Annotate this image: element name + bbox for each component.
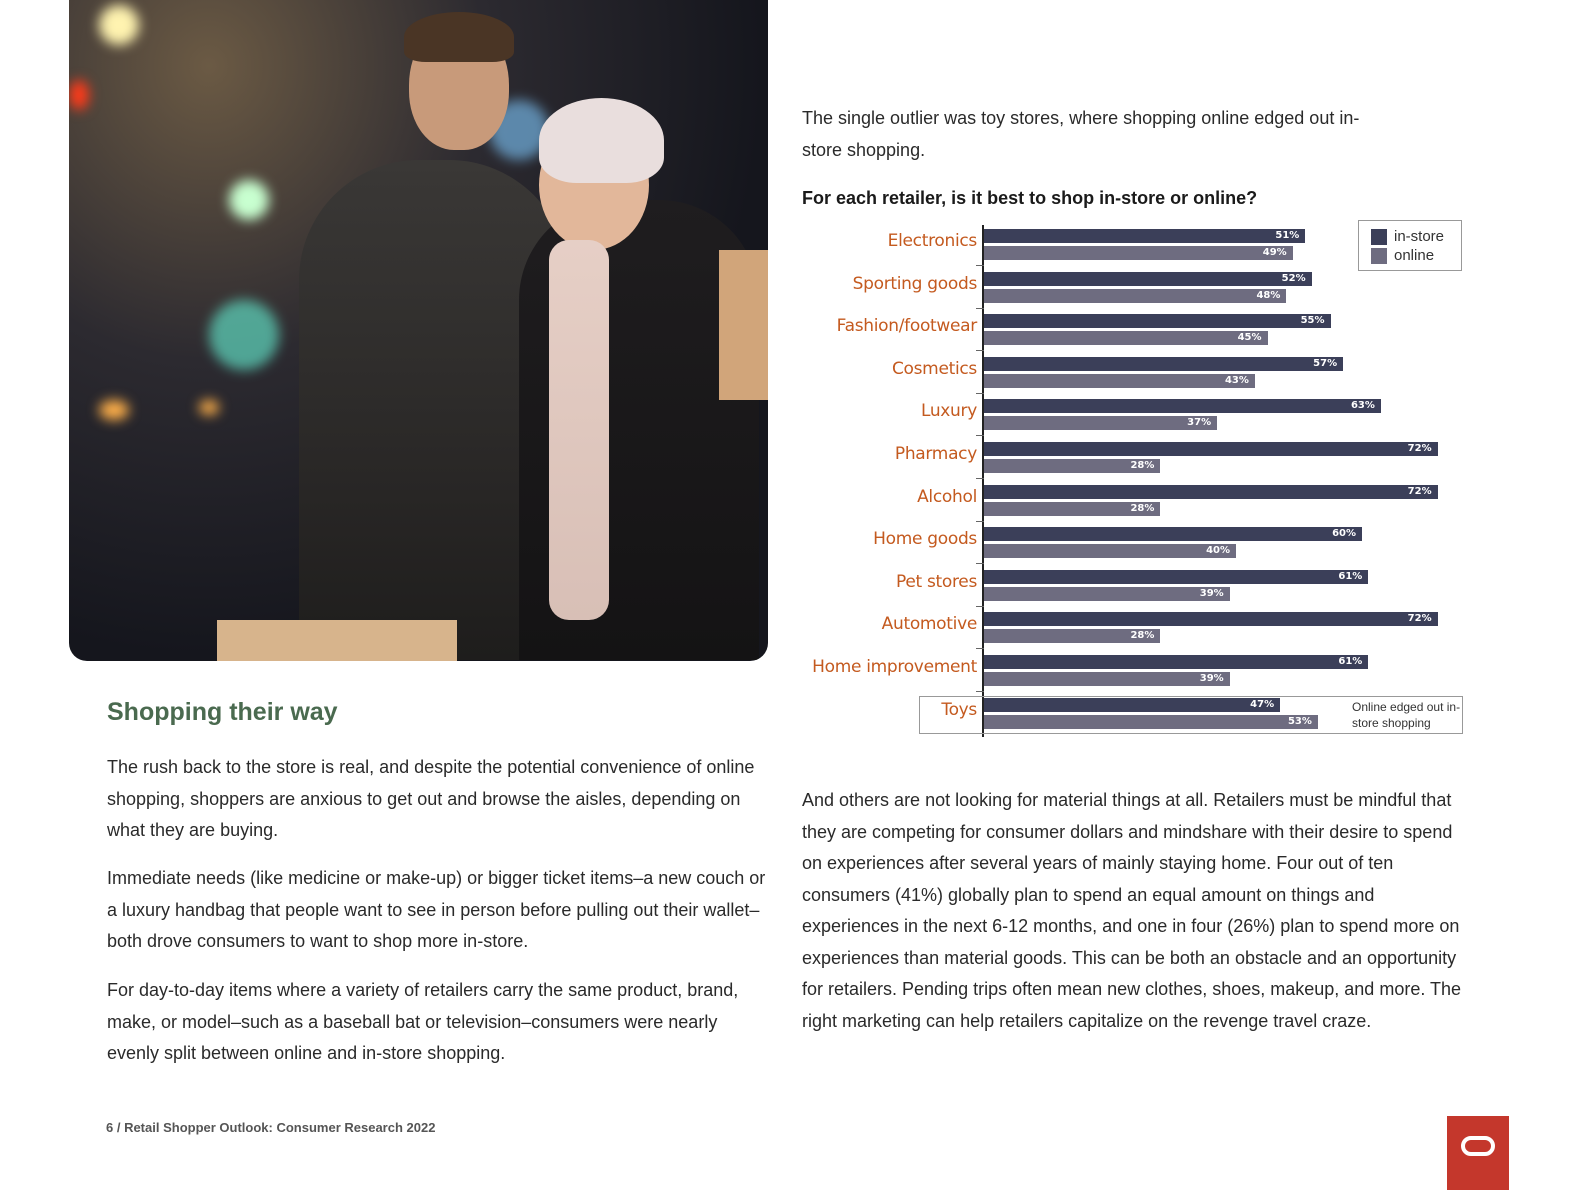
bar-value-label: 63%	[1350, 400, 1375, 412]
bar-value-label: 48%	[1256, 289, 1281, 301]
category-label: Pharmacy	[894, 444, 977, 464]
toys-annotation: Online edged out in-store shopping	[1352, 700, 1461, 730]
bar-instore	[984, 612, 1438, 626]
chart-title: For each retailer, is it best to shop in-store or online?	[802, 188, 1258, 208]
bar-value-label: 60%	[1332, 528, 1356, 540]
category-label: Home goods	[873, 529, 977, 550]
page-footer: 6 / Retail Shopper Outlook: Consumer Research 2022	[106, 1120, 436, 1135]
section-heading: Shopping their way	[107, 698, 338, 726]
bar-value-label: 57%	[1313, 357, 1338, 369]
category-label: Sporting goods	[852, 273, 977, 294]
bar-online	[984, 374, 1255, 388]
bar-value-label: 61%	[1338, 570, 1363, 582]
bar-value-label: 37%	[1187, 417, 1212, 429]
bar-online	[984, 459, 1160, 473]
bar-instore	[984, 698, 1280, 712]
category-label: Luxury	[920, 401, 977, 422]
bar-online	[984, 715, 1318, 729]
bar-instore	[984, 399, 1381, 413]
category-label: Toys	[941, 699, 977, 720]
bar-value-label: 39%	[1199, 587, 1224, 599]
bar-online	[984, 331, 1268, 345]
bar-instore	[984, 272, 1312, 286]
bar-value-label: 51%	[1275, 230, 1300, 241]
bar-online	[984, 416, 1217, 430]
bar-instore	[984, 442, 1438, 456]
bar-instore	[984, 485, 1438, 499]
bar-online	[984, 502, 1160, 516]
bar-value-label: 49%	[1262, 247, 1287, 258]
axis-tick	[976, 648, 984, 649]
bar-value-label: 43%	[1224, 374, 1249, 386]
bar-value-label: 72%	[1407, 443, 1432, 454]
outro-paragraph: And others are not looking for material things at all. Retailers must be mindful that they are competing for consumer dollars and mindshare with their desire to spend on experiences after several years of mainly staying home. Four out of ten consumers (41%) globally plan to spend an equal amount on things and experiences in the next 6-12 months, and one in four (26%) plan to spend more on experiences than material goods. This can be both an obstacle and an opportunity for retailers. Pending trips often mean new clothes, shoes, makeup, and more. The right marketing can help retailers capitalize on the revenge travel craze.	[802, 790, 1462, 1031]
bar-value-label: 61%	[1338, 656, 1363, 667]
axis-tick	[976, 265, 984, 266]
bar-value-label: 47%	[1250, 698, 1275, 710]
axis-tick	[976, 521, 984, 522]
paragraph-1: The rush back to the store is real, and despite the potential convenience of online shopping, shoppers are anxious to get out and browse the aisles, depending on what they are buying.	[107, 757, 755, 840]
axis-tick	[976, 691, 984, 692]
bar-value-label: 28%	[1130, 460, 1155, 471]
category-label: Automotive	[881, 614, 977, 635]
bar-instore	[984, 229, 1305, 243]
axis-tick	[976, 478, 984, 479]
bar-value-label: 40%	[1206, 545, 1230, 557]
legend-entry-instore	[1371, 228, 1444, 245]
bar-online	[984, 289, 1286, 303]
bar-value-label: 28%	[1130, 630, 1155, 642]
legend-label-instore: in-store	[1394, 228, 1445, 245]
bar-value-label: 72%	[1407, 613, 1432, 625]
bar-online	[984, 246, 1293, 260]
intro-paragraph: The single outlier was toy stores, where shopping online edged out in-store shopping.	[802, 108, 1360, 160]
paragraph-2: Immediate needs (like medicine or make-up) or bigger ticket items–a new couch or a luxury handbag that people want to see in person before pulling out their wallet–both drove consumers to want to shop more in-store.	[107, 868, 766, 951]
category-label: Fashion/footwear	[836, 316, 977, 337]
bar-value-label: 53%	[1287, 715, 1312, 727]
axis-tick	[976, 563, 984, 564]
bar-instore	[984, 655, 1368, 669]
category-label: Cosmetics	[891, 358, 977, 379]
bar-value-label: 39%	[1199, 673, 1224, 684]
bar-instore	[984, 527, 1362, 541]
chart-legend	[1358, 220, 1462, 271]
category-label: Alcohol	[917, 486, 977, 507]
axis-tick	[976, 350, 984, 351]
bar-value-label: 55%	[1300, 315, 1325, 327]
bar-online	[984, 544, 1236, 558]
bar-instore	[984, 314, 1331, 328]
bar-instore	[984, 357, 1343, 371]
bar-value-label: 52%	[1281, 272, 1306, 284]
axis-tick	[976, 606, 984, 607]
bar-online	[984, 672, 1230, 686]
axis-tick	[976, 308, 984, 309]
legend-label-online: online	[1394, 247, 1435, 264]
paragraph-3: For day-to-day items where a variety of retailers carry the same product, brand, make, or model–such as a baseball bat or television–consumers were nearly evenly split between online and in-store shopping.	[107, 980, 739, 1063]
axis-tick	[976, 393, 984, 394]
couple-shopping-photo	[69, 0, 768, 661]
bar-value-label: 45%	[1237, 332, 1262, 344]
category-label: Electronics	[887, 231, 977, 251]
bar-instore	[984, 570, 1368, 584]
bar-value-label: 28%	[1130, 502, 1155, 514]
bar-value-label: 72%	[1407, 485, 1432, 497]
legend-entry-online	[1371, 247, 1434, 264]
retailer-bar-chart	[800, 215, 1480, 745]
oracle-logo-icon	[1447, 1116, 1509, 1190]
category-label: Pet stores	[895, 571, 977, 592]
category-label: Home improvement	[812, 657, 977, 677]
legend-swatch-instore	[1371, 229, 1387, 245]
bar-online	[984, 587, 1230, 601]
bar-online	[984, 629, 1160, 643]
legend-swatch-online	[1371, 248, 1387, 264]
axis-tick	[976, 435, 984, 436]
